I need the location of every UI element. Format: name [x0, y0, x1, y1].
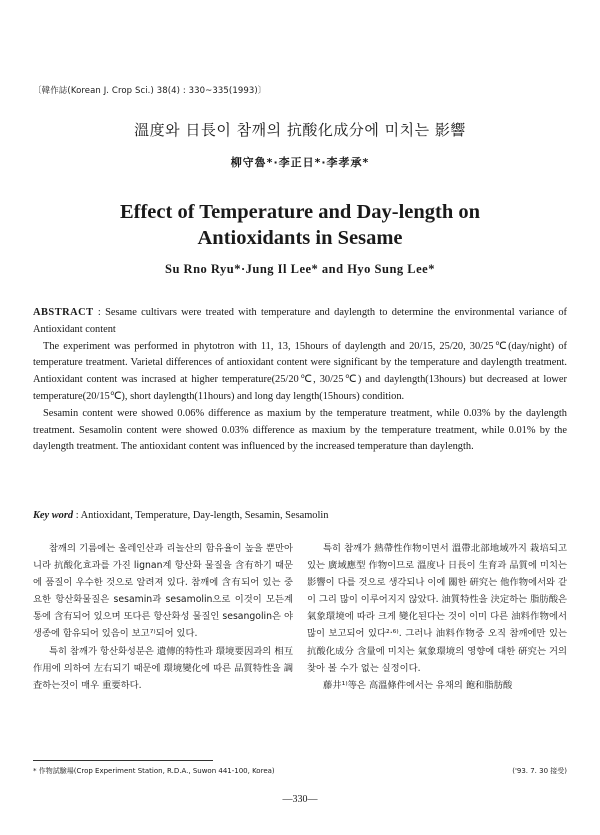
- title-english-line2: Antioxidants in Sesame: [197, 227, 403, 249]
- received-date: ('93. 7. 30 接受): [512, 767, 567, 775]
- abstract-paragraph-2: The experiment was performed in phytotron with 11, 13, 15hours of daylength and 20/15, 25/20, 30/25℃(day/night) of temperature treatment. Varietal differences of antioxidant content were significant by the temperature and daylength treatment. Antioxidant content was incrased at higher temperature(25/20℃, 30/25℃) and daylength(13hours) but decreased at lower temperature(20/15℃), short daylength(11hours) and long day length(15hours) condition.: [33, 340, 567, 402]
- keywords-text: Antioxidant, Temperature, Day-length, Sesamin, Sesamolin: [80, 510, 329, 521]
- abstract: [33, 305, 567, 456]
- page-number: —330—: [282, 794, 318, 805]
- body-column-left: [33, 540, 293, 694]
- keywords-colon: :: [73, 510, 81, 521]
- abstract-paragraph-1: [33, 305, 567, 339]
- body-left-paragraph-2: 특히 참깨가 항산화성분은 遺傳的特性과 環境要因과의 相互作用에 의하여 左右되기 때문에 環境變化에 따른 品質特性을 調査하는것이 매우 重要하다.: [33, 645, 293, 691]
- abstract-paragraph-3: Sesamin content were showed 0.06% difference as maxium by the temperature treatment, while 0.03% by the daylength treatment. Sesamolin content were showed 0.03% difference as maxium by the temperature treatment, while 0.01% by the daylength treatment. The antioxidant content was influenced by the increased temperature than daylength.: [33, 407, 567, 453]
- body-right-paragraph-2: 藤井¹⁾等은 高溫條件에서는 유채의 飽和脂肪酸: [323, 679, 513, 691]
- title-english-line1: Effect of Temperature and Day-length on: [119, 201, 481, 223]
- body-right-paragraph-1: 특히 참깨가 熱帶性作物이면서 溫帶北部地域까지 栽培되고 있는 廣域應型 作物이므로 溫度나 日長이 生育과 品質에 미치는 影響이 다를 것으로 생각되나 이에 關한 硏究는 他作物에서와 같이 그리 많이 이루어지지 않았다. 油質特性을 決定하는 脂肪酸은 氣象環境에 따라 크게 變化된다는 것이 이미 다른 油料作物에서 많이 보고되어 있다²·⁶⁾. 그러나 油料作物중 오직 참깨에만 있는 抗酸化成分 含量에 미치는 氣象環境의 영향에 대한 硏究는 거의 찾아 볼 수가 없는 실정이다.: [307, 543, 567, 674]
- title-english: [0, 199, 600, 251]
- abstract-label: ABSTRACT: [33, 307, 94, 318]
- abstract-text-1: Sesame cultivars were treated with temperature and daylength to determine the environmental variance of Antioxidant content: [33, 307, 567, 335]
- authors-korean: 柳守魯*·李正日*·李孝承*: [230, 156, 370, 169]
- body-column-right: [307, 540, 567, 694]
- title-korean: 溫度와 日長이 참깨의 抗酸化成分에 미치는 影響: [134, 121, 466, 139]
- keywords: [33, 510, 567, 521]
- body-left-paragraph-1: 참깨의 기름에는 올레인산과 리놀산의 함유율이 높을 뿐만아니라 抗酸化효과를 가진 lignan계 항산화 물질을 含有하기 때문에 품질이 우수한 것으로 알려져 있다. 참깨에 含有되어 있는 중요한 항산화물질은 sesamin과 sesamolin으로 이것이 모든계통에 含有되어 있으며 또다른 항산화성 물질인 sesangolin은 야생종에 함유되어 있음이 보고⁷⁾되어 있다.: [33, 543, 293, 640]
- footnote-divider: [33, 760, 213, 761]
- journal-reference: 〔韓作誌(Korean J. Crop Sci.) 38(4) : 330~335(1993)〕: [33, 86, 267, 96]
- keywords-label: Key word: [33, 510, 74, 521]
- abstract-colon: :: [93, 307, 106, 318]
- authors-english: Su Rno Ryu*·Jung Il Lee* and Hyo Sung Lee*: [165, 262, 435, 276]
- affiliation-footnote: * 作物試驗場(Crop Experiment Station, R.D.A., Suwon 441-100, Korea): [33, 767, 275, 775]
